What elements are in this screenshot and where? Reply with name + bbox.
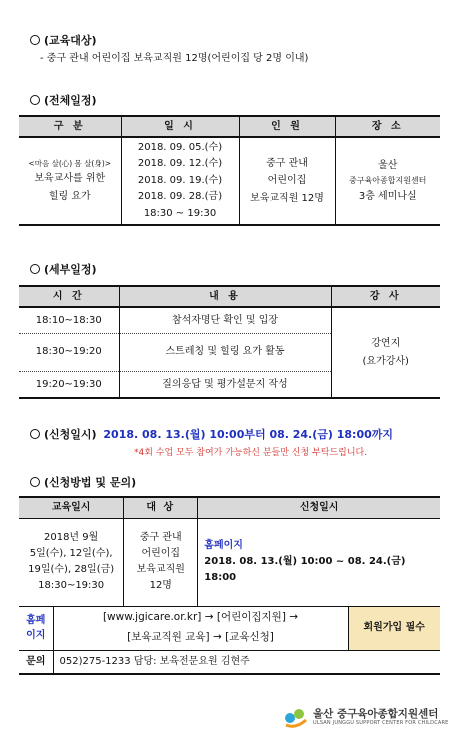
homepage-label-cell: 홈페 이지	[19, 606, 53, 650]
inquiry-label: 문의	[19, 650, 53, 674]
apply-time-cell	[198, 518, 440, 606]
header-people: 인 원	[239, 116, 335, 137]
section-heading-target: (교육대상)	[30, 32, 97, 48]
time-cell: 18:30~19:20	[19, 333, 119, 371]
header-edu-dates: 교육일시	[19, 497, 124, 518]
header-content: 내 용	[119, 286, 331, 307]
apply-period-value: 2018. 08. 13.(월) 10:00부터 08. 24.(금) 18:00까지	[103, 428, 394, 441]
people-cell: 중구 관내 어린이집 보육교직원 12명	[239, 137, 335, 225]
center-logo	[283, 705, 449, 731]
section-heading-detail: (세부일정)	[30, 261, 97, 277]
apply-note: *4회 수업 모두 참여가 가능하신 분들만 신청 부탁드립니다.	[134, 448, 368, 458]
header-instructor: 강 사	[331, 286, 440, 307]
circle-bullet-icon	[30, 477, 40, 487]
apply-channel-label: 홈페이지	[204, 540, 243, 551]
header-apply-time: 신청일시	[198, 497, 440, 518]
section-heading-method: (신청방법 및 문의)	[30, 474, 136, 490]
overall-schedule-table	[19, 115, 440, 226]
header-category: 구 분	[19, 116, 121, 137]
header-place: 장 소	[335, 116, 440, 137]
header-time: 시 간	[19, 286, 119, 307]
target-cell: 중구 관내 어린이집 보육교직원 12명	[124, 518, 198, 606]
content-cell: 참석자명단 확인 및 입장	[119, 307, 331, 333]
instructor-cell: 강연지 (요가강사)	[331, 307, 440, 398]
circle-bullet-icon	[30, 429, 40, 439]
inquiry-value: 052)275-1233 담당: 보육전문요원 김현주	[53, 650, 440, 674]
category-cell: <마음 살(心) 몸 살(身)> 보육교사를 위한 힐링 요가	[28, 158, 112, 202]
circle-bullet-icon	[30, 95, 40, 105]
content-cell: 스트레칭 및 힐링 요가 활동	[119, 333, 331, 371]
homepage-path-cell: [www.jgicare.or.kr] → [어린이집지원] → [보육교직원 교육] → [교육신청]	[53, 606, 348, 650]
edu-dates-cell: 2018년 9월 5일(수), 12일(수), 19일(수), 28일(금) 18:30~19:30	[19, 518, 124, 606]
header-target: 대 상	[124, 497, 198, 518]
table-row	[19, 307, 440, 333]
time-cell: 18:10~18:30	[19, 307, 119, 333]
detail-schedule-table	[19, 285, 440, 399]
section-heading-apply-period: (신청일시) 2018. 08. 13.(월) 10:00부터 08. 24.(금) 18:00까지	[30, 426, 393, 442]
homepage-link[interactable]: [www.jgicare.or.kr] → [어린이집지원] →	[102, 611, 299, 624]
membership-required-badge: 회원가입 필수	[348, 606, 440, 650]
center-logo-mark-icon	[283, 705, 309, 729]
content-cell: 질의응답 및 평가설문지 작성	[119, 371, 331, 398]
center-name-en: ULSAN JUNGGU SUPPORT CENTER FOR CHILDCARE	[313, 720, 449, 726]
circle-bullet-icon	[30, 264, 40, 274]
apply-time-value: 2018. 08. 13.(월) 10:00 ~ 08. 24.(금) 18:00	[204, 556, 406, 583]
dates-cell: 2018. 09. 05.(수) 2018. 09. 12.(수) 2018. 09. 19.(수) 2018. 09. 28.(금) 18:30 ~ 19:30	[121, 137, 239, 225]
method-table	[19, 496, 440, 675]
center-name-ko: 울산 중구육아종합지원센터	[313, 708, 439, 720]
circle-bullet-icon	[30, 35, 40, 45]
section-heading-overall: (전체일정)	[30, 92, 97, 108]
time-cell: 19:20~19:30	[35, 378, 102, 390]
header-datetime: 일 시	[121, 116, 239, 137]
target-detail: - 중구 관내 어린이집 보육교직원 12명(어린이집 당 2명 이내)	[40, 53, 309, 64]
place-cell: 울산 중구육아종합지원센터 3층 세미나실	[335, 137, 440, 225]
